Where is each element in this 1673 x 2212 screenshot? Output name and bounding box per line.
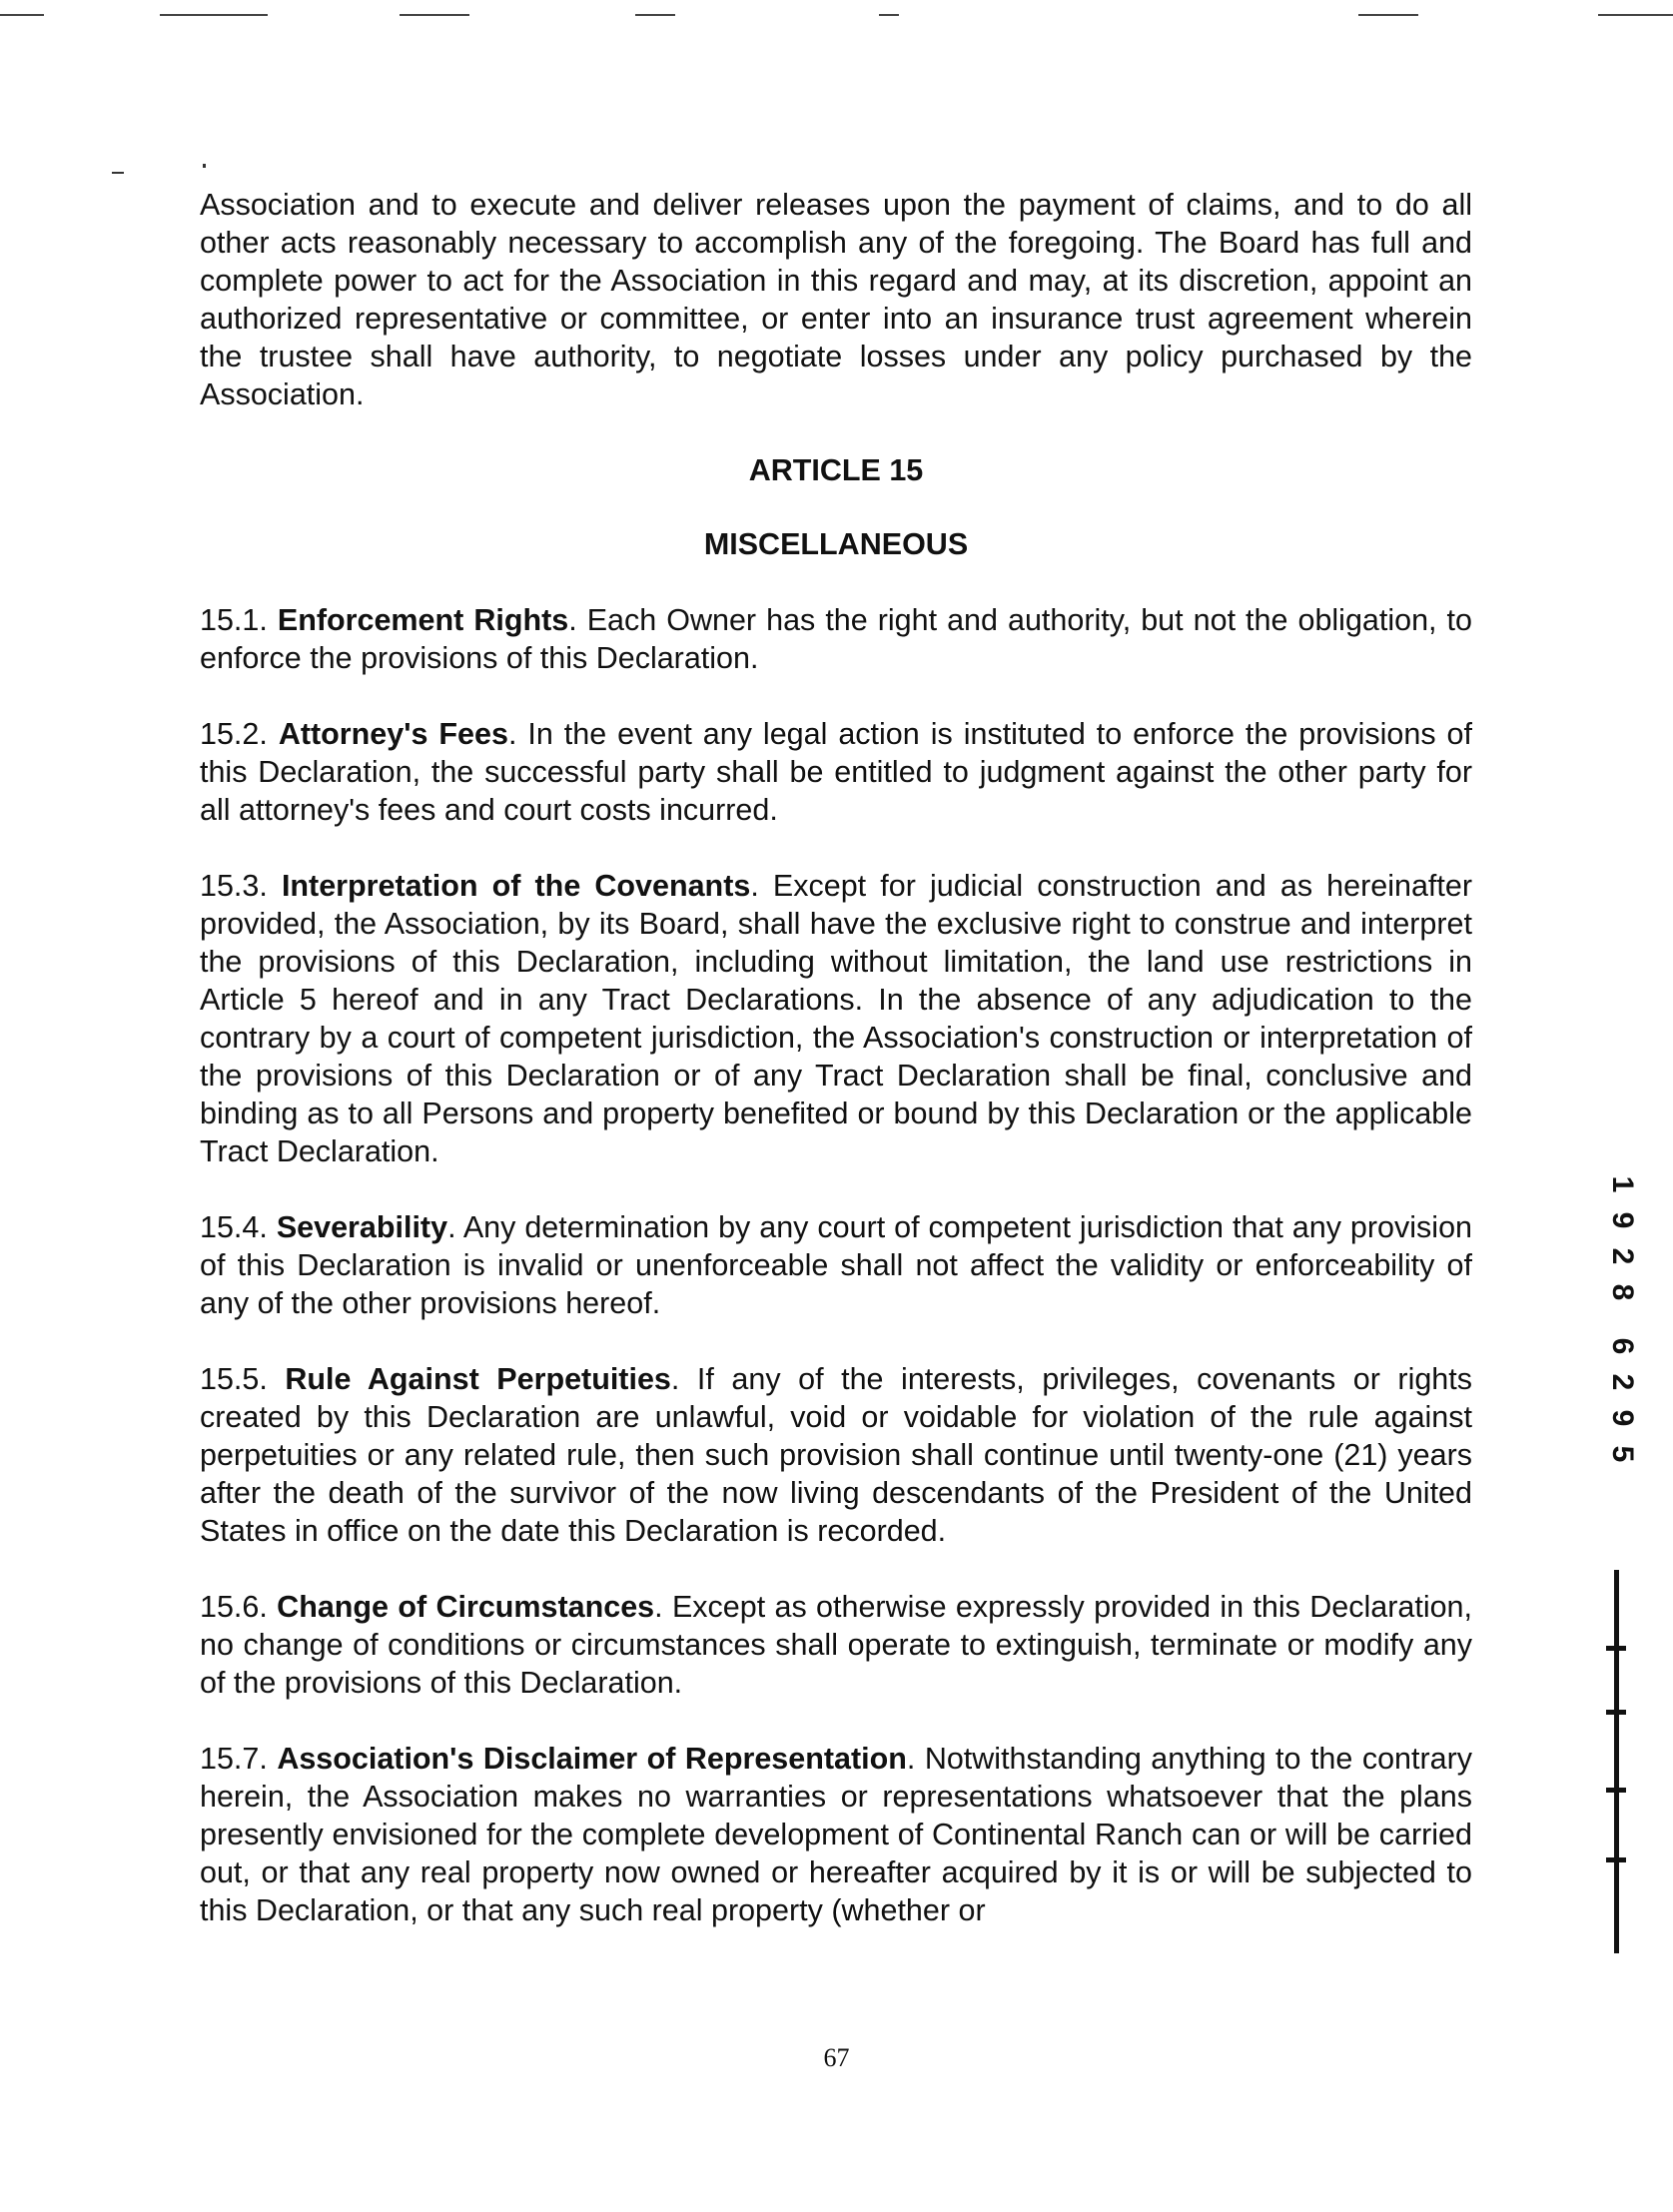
section-title: Enforcement Rights: [277, 603, 569, 637]
stamp-digit: 1: [1606, 1175, 1639, 1193]
scan-edge-line: [635, 14, 675, 16]
section-number: 15.4.: [200, 1210, 268, 1244]
scan-edge-line: [1598, 14, 1673, 16]
section-15-5: 15.5. Rule Against Perpetuities. If any of the interests, privileges, covenants or rights created by this Declaration are unlawful, void or voidable for violation of the rule against perpetuities or any related rule, then such provision shall continue until twenty-one (21) years after the death of the survivor of the now living descendants of the President of the United States in office on the date this Declaration is recorded.: [200, 1362, 1472, 1548]
section-text: Except for judicial construction and as hereinafter provided, the Association, by its Board, shall have the exclusive right to construe and interpret the provisions of this Declaration, including without limitation, the land use restrictions in Article 5 hereof and in any Tract Declarations. In the absence of any adjudication to the contrary by a court of competent jurisdiction, the Association's construction or interpretation of the provisions of this Declaration or of any Tract Declaration shall be final, conclusive and binding as to all Persons and property benefited or bound by this Declaration or the applicable Tract Declaration.: [200, 869, 1472, 1168]
stamp-digit: 2: [1606, 1247, 1639, 1265]
section-title: Rule Against Perpetuities: [285, 1362, 671, 1396]
section-text: Notwithstanding anything to the contrary herein, the Association makes no warranties or representations whatsoever that the plans presently envisioned for the complete development of Continental Ranch can or will be carried out, or that any real property now owned or hereafter acquired by it is or will be subjected to this Declaration, or that any such real property (whether or: [200, 1742, 1472, 1927]
recording-stamp-number: [1604, 1166, 1640, 1472]
section-title: Change of Circumstances: [277, 1590, 655, 1624]
stamp-digit: 8: [1606, 1283, 1639, 1301]
section-15-3: 15.3. Interpretation of the Covenants. Except for judicial construction and as hereinafter provided, the Association, by its Board, shall have the exclusive right to construe and interpret the provisions of this Declaration, including without limitation, the land use restrictions in Article 5 hereof and in any Tract Declarations. In the absence of any adjudication to the contrary by a court of competent jurisdiction, the Association's construction or interpretation of the provisions of this Declaration or of any Tract Declaration shall be final, conclusive and binding as to all Persons and property benefited or bound by this Declaration or the applicable Tract Declaration.: [200, 869, 1472, 1168]
scan-edge-line: [1358, 14, 1418, 16]
recording-stamp-tick: [1606, 1646, 1626, 1651]
stamp-digit: 9: [1606, 1409, 1639, 1427]
section-number: 15.2.: [200, 717, 268, 751]
section-title: Association's Disclaimer of Representation: [277, 1742, 907, 1776]
scan-edge-line: [879, 14, 899, 16]
scan-edge-line: [400, 14, 469, 16]
section-15-2: 15.2. Attorney's Fees. In the event any legal action is instituted to enforce the provisions of this Declaration, the successful party shall be entitled to judgment against the other party for all attorney's fees and court costs incurred.: [200, 717, 1472, 827]
article-heading: ARTICLE 15: [748, 453, 924, 487]
recording-stamp-tick: [1606, 1857, 1626, 1862]
document-page: [200, 186, 1472, 1967]
section-text: Each Owner has the right and authority, but not the obligation, to enforce the provisions of this Declaration.: [200, 603, 1472, 675]
scan-speck: [112, 172, 124, 174]
section-title: Interpretation of the Covenants: [281, 869, 751, 903]
section-number: 15.6.: [200, 1590, 268, 1624]
stamp-digit: 6: [1606, 1337, 1639, 1355]
section-15-1: 15.1. Enforcement Rights. Each Owner has the right and authority, but not the obligation, to enforce the provisions of this Declaration.: [200, 603, 1472, 675]
section-text: If any of the interests, privileges, covenants or rights created by this Declaration are unlawful, void or voidable for violation of the rule against perpetuities or any related rule, then such provision shall continue until twenty-one (21) years after the death of the survivor of the now living descendants of the President of the United States in office on the date this Declaration is recorded.: [200, 1362, 1472, 1548]
stamp-digit: 5: [1606, 1445, 1639, 1463]
stamp-digit: 2: [1606, 1373, 1639, 1391]
recording-stamp-tick: [1606, 1710, 1626, 1715]
section-text: Except as otherwise expressly provided in this Declaration, no change of conditions or circumstances shall operate to extinguish, terminate or modify any of the provisions of this Declaration.: [200, 1590, 1472, 1700]
section-15-7: 15.7. Association's Disclaimer of Representation. Notwithstanding anything to the contrary herein, the Association makes no warranties or representations whatsoever that the plans presently envisioned for the complete development of Continental Ranch can or will be carried out, or that any real property now owned or hereafter acquired by it is or will be subjected to this Declaration, or that any such real property (whether or: [200, 1742, 1472, 1927]
section-number: 15.7.: [200, 1742, 268, 1776]
section-title: Severability: [276, 1210, 448, 1244]
scan-speck: [203, 164, 206, 168]
section-15-6: 15.6. Change of Circumstances. Except as otherwise expressly provided in this Declaration, no change of conditions or circumstances shall operate to extinguish, terminate or modify any of the provisions of this Declaration.: [200, 1590, 1472, 1700]
scan-edge-line: [0, 14, 44, 16]
section-text: In the event any legal action is instituted to enforce the provisions of this Declaration, the successful party shall be entitled to judgment against the other party for all attorney's fees and court costs incurred.: [200, 717, 1472, 827]
stamp-digit: 9: [1606, 1211, 1639, 1229]
recording-stamp-bar: [1614, 1570, 1619, 1953]
section-number: 15.5.: [200, 1362, 268, 1396]
page-number: 67: [823, 2043, 850, 2072]
section-title: Attorney's Fees: [278, 717, 508, 751]
section-number: 15.3.: [200, 869, 268, 903]
section-text: Any determination by any court of competent jurisdiction that any provision of this Declaration is invalid or unenforceable shall not affect the validity or enforceability of any of the other provisions hereof.: [200, 1210, 1472, 1320]
section-15-4: 15.4. Severability. Any determination by any court of competent jurisdiction that any provision of this Declaration is invalid or unenforceable shall not affect the validity or enforceability of any of the other provisions hereof.: [200, 1210, 1472, 1320]
intro-paragraph: Association and to execute and deliver releases upon the payment of claims, and to do all other acts reasonably necessary to accomplish any of the foregoing. The Board has full and complete power to act for the Association in this regard and may, at its discretion, appoint an authorized representative or committee, or enter into an insurance trust agreement wherein the trustee shall have authority, to negotiate losses under any policy purchased by the Association.: [200, 188, 1472, 411]
scan-edge-line: [160, 14, 268, 16]
recording-stamp-tick: [1606, 1788, 1626, 1793]
article-title: MISCELLANEOUS: [703, 527, 969, 561]
section-number: 15.1.: [200, 603, 268, 637]
